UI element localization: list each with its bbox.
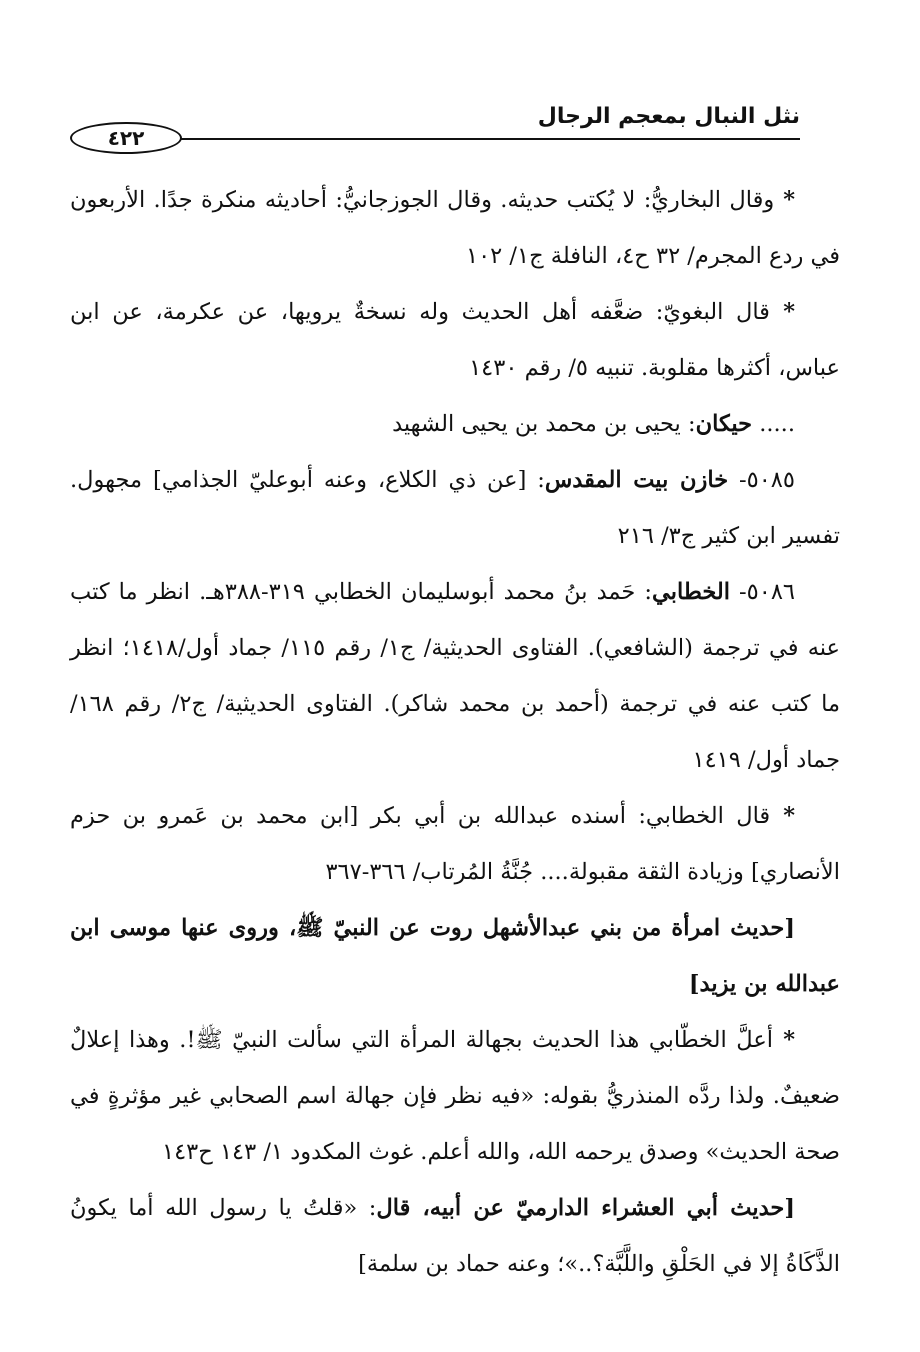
header-rule [142,138,800,140]
entry-number: ..... [752,411,795,437]
hadith-heading-ashhal [70,900,840,1012]
entry-heading: خازن بيت المقدس [544,467,729,493]
entry-haykan [70,396,840,452]
paragraph-marker: * [774,187,795,213]
paragraph-marker: * [769,299,795,325]
paragraph-text: وقال البخاريُّ: لا يُكتب حديثه. وقال الجوزجانيُّ: أحاديثه منكرة جدًا. الأربعون في ردع المجرم/ ٣٢ ح٤، النافلة ج١/ ١٠٢ [70,187,840,269]
paragraph-ilal [70,1012,840,1180]
entry-heading: الخطابي [652,579,730,605]
page-header [60,100,860,160]
entry-text: : [عن ذي الكلاع، وعنه أبوعليّ الجذامي] مجهول. تفسير ابن كثير ج٣/ ٢١٦ [70,467,840,549]
entry-number: ٥٠٨٦- [729,579,796,605]
hadith-heading: [حديث أبي العشراء الدارميّ عن أبيه، قال [376,1195,795,1221]
paragraph-baghawi [70,284,840,396]
paragraph-khattabi-quote [70,788,840,900]
entry-text: : حَمد بنُ محمد أبوسليمان الخطابي ٣١٩-٣٨٨هـ. انظر ما كتب عنه في ترجمة (الشافعي). الفتاوى الحديثية/ ج١/ رقم ١١٥/ جماد أول/١٤١٨؛ انظر ما كتب عنه في ترجمة (أحمد بن محمد شاكر). الفتاوى الحديثية/ ج٢/ رقم ١٦٨/ جماد أول/ ١٤١٩ [70,579,841,773]
paragraph-marker: * [773,1027,795,1053]
hadith-heading-ushara [70,1180,840,1292]
page-number-badge: ٤٢٢ [70,122,182,154]
hadith-heading: [حديث امرأة من بني عبدالأشهل روت عن النبيّ ﷺ، وروى عنها موسى ابن عبدالله بن يزيد] [70,915,840,997]
page-body [70,172,840,1292]
paragraph-marker: * [770,803,795,829]
paragraph-text: قال الخطابي: أسنده عبدالله بن أبي بكر [ابن محمد بن عَمرو بن حزم الأنصاري] وزيادة الثقة مقبولة.... جُنَّةُ المُرتاب/ ٣٦٦-٣٦٧ [70,803,840,885]
entry-heading: حيكان [695,411,753,437]
entry-text: : يحيى بن محمد بن يحيى الشهيد [392,411,696,437]
entry-5086 [70,564,840,788]
paragraph-bukhari [70,172,840,284]
book-title: نثل النبال بمعجم الرجال [537,104,800,129]
entry-5085 [70,452,840,564]
paragraph-text: أعلَّ الخطّابي هذا الحديث بجهالة المرأة التي سألت النبيّ ﷺ!. وهذا إعلالٌ ضعيفٌ. ولذا ردَّه المنذريُّ بقوله: «فيه نظر فإن جهالة اسم الصحابي غير مؤثرةٍ في صحة الحديث» وصدق يرحمه الله، والله أعلم. غوث المكدود ١/ ١٤٣ ح١٤٣ [70,1027,840,1165]
entry-number: ٥٠٨٥- [728,467,795,493]
paragraph-text: : «قلتُ يا رسول الله أما يكونُ الذَّكَاةُ إلا في الحَلْقِ واللَّبَّة؟..»؛ وعنه حماد بن سلمة] [70,1195,840,1277]
paragraph-text: قال البغويّ: ضعَّفه أهل الحديث وله نسخةٌ يرويها، عن عكرمة، عن ابن عباس، أكثرها مقلوبة. تنبيه ٥/ رقم ١٤٣٠ [70,299,840,381]
